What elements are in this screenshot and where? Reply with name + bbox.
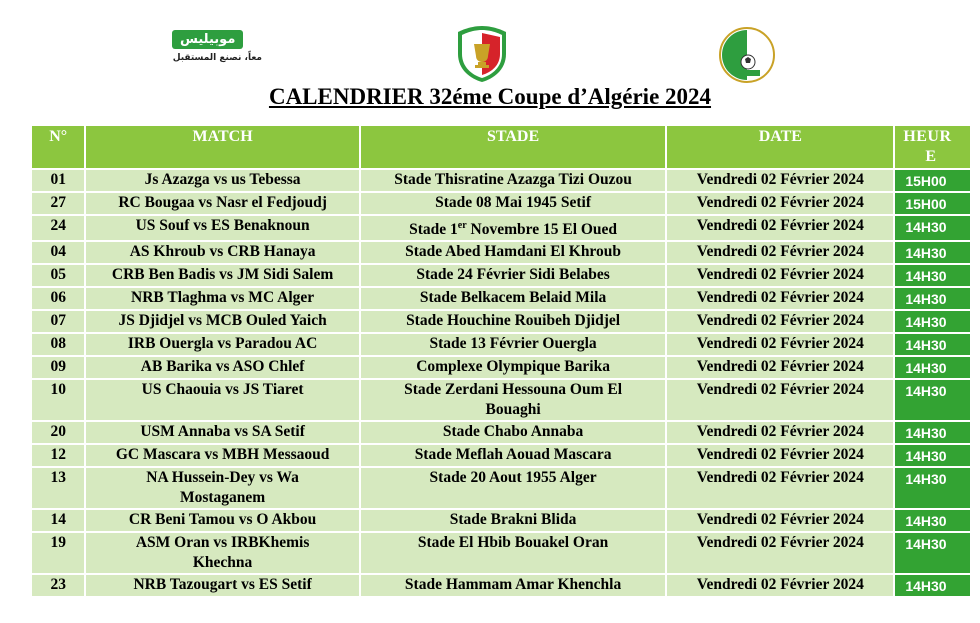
- mobilis-logo-slogan: معاً، نصنع المستقبل: [172, 53, 262, 63]
- row-date: Vendredi 02 Février 2024: [667, 422, 893, 443]
- table-row: [32, 533, 970, 573]
- row-heure: 14H30: [895, 445, 970, 466]
- row-date: Vendredi 02 Février 2024: [667, 334, 893, 355]
- row-date: Vendredi 02 Février 2024: [667, 311, 893, 332]
- table-row: [32, 242, 970, 263]
- row-date: Vendredi 02 Février 2024: [667, 265, 893, 286]
- row-heure: 14H30: [895, 265, 970, 286]
- row-stade-line1: Stade Zerdani Hessouna Oum El: [404, 381, 623, 399]
- table-row: [32, 575, 970, 596]
- row-num: 08: [32, 334, 84, 355]
- row-match: [86, 468, 358, 508]
- header-stade: STADE: [361, 126, 666, 168]
- row-heure: 14H30: [895, 334, 970, 355]
- page-title: CALENDRIER 32éme Coupe d’Algérie 2024: [268, 84, 712, 109]
- row-date: Vendredi 02 Février 2024: [667, 533, 893, 573]
- row-match: RC Bougaa vs Nasr el Fedjoudj: [86, 193, 358, 214]
- row-num: 13: [32, 468, 84, 508]
- mobilis-logo: [172, 30, 262, 63]
- row-stade: Stade Abed Hamdani El Khroub: [361, 242, 666, 263]
- row-num: 10: [32, 380, 84, 420]
- row-stade: Stade 24 Février Sidi Belabes: [361, 265, 666, 286]
- row-date: Vendredi 02 Février 2024: [667, 380, 893, 420]
- table-row: [32, 510, 970, 531]
- row-date: Vendredi 02 Février 2024: [667, 510, 893, 531]
- row-heure: 14H30: [895, 216, 970, 240]
- row-stade: Stade Houchine Rouibeh Djidjel: [361, 311, 666, 332]
- table-header-row: [32, 126, 970, 168]
- header-match: MATCH: [86, 126, 358, 168]
- row-match: US Souf vs ES Benaknoun: [86, 216, 358, 240]
- row-num: 27: [32, 193, 84, 214]
- mobilis-logo-name: موبيليس: [172, 30, 243, 49]
- row-stade: Stade Brakni Blida: [361, 510, 666, 531]
- row-num: 05: [32, 265, 84, 286]
- table-row: [32, 288, 970, 309]
- row-stade: Stade Hammam Amar Khenchla: [361, 575, 666, 596]
- table-row: [32, 334, 970, 355]
- row-match: US Chaouia vs JS Tiaret: [86, 380, 358, 420]
- row-stade-post: Novembre 15 El Oued: [466, 221, 618, 239]
- calendar-table: [30, 124, 972, 598]
- row-match-line1: NA Hussein-Dey vs Wa: [146, 469, 299, 487]
- row-match: IRB Ouergla vs Paradou AC: [86, 334, 358, 355]
- row-heure: 14H30: [895, 422, 970, 443]
- row-heure: 14H30: [895, 311, 970, 332]
- row-heure: 14H30: [895, 380, 970, 420]
- row-match: GC Mascara vs MBH Messaoud: [86, 445, 358, 466]
- row-match: CR Beni Tamou vs O Akbou: [86, 510, 358, 531]
- row-num: 24: [32, 216, 84, 240]
- row-match: NRB Tazougart vs ES Setif: [86, 575, 358, 596]
- row-heure: 14H30: [895, 468, 970, 508]
- row-stade: Stade Belkacem Belaid Mila: [361, 288, 666, 309]
- table-row: [32, 468, 970, 508]
- header-heure-line2: E: [925, 148, 937, 165]
- table-row: [32, 357, 970, 378]
- table-row: [32, 170, 970, 191]
- row-date: Vendredi 02 Février 2024: [667, 242, 893, 263]
- table-row: [32, 193, 970, 214]
- row-date: Vendredi 02 Février 2024: [667, 468, 893, 508]
- row-num: 07: [32, 311, 84, 332]
- row-stade-line2: Bouaghi: [485, 401, 541, 419]
- row-date: Vendredi 02 Février 2024: [667, 357, 893, 378]
- row-num: 19: [32, 533, 84, 573]
- row-date: Vendredi 02 Février 2024: [667, 288, 893, 309]
- row-stade: Stade 20 Aout 1955 Alger: [361, 468, 666, 508]
- row-num: 06: [32, 288, 84, 309]
- row-stade: [361, 216, 666, 240]
- row-num: 01: [32, 170, 84, 191]
- row-stade: Stade 13 Février Ouergla: [361, 334, 666, 355]
- table-row: [32, 422, 970, 443]
- row-stade: Stade El Hbib Bouakel Oran: [361, 533, 666, 573]
- row-num: 23: [32, 575, 84, 596]
- table-row: [32, 311, 970, 332]
- header-date: DATE: [667, 126, 893, 168]
- row-match-line2: Mostaganem: [179, 489, 266, 507]
- table-row: [32, 380, 970, 420]
- row-stade: Stade Chabo Annaba: [361, 422, 666, 443]
- row-date: Vendredi 02 Février 2024: [667, 575, 893, 596]
- row-stade: Stade 08 Mai 1945 Setif: [361, 193, 666, 214]
- row-match: JS Djidjel vs MCB Ouled Yaich: [86, 311, 358, 332]
- row-heure: 15H00: [895, 193, 970, 214]
- row-date: Vendredi 02 Février 2024: [667, 216, 893, 240]
- row-stade-pre: Stade 1: [409, 221, 458, 239]
- row-match: AS Khroub vs CRB Hanaya: [86, 242, 358, 263]
- row-match: [86, 533, 358, 573]
- header-heure-line1: HEUR: [903, 128, 952, 145]
- row-heure: 14H30: [895, 575, 970, 596]
- row-stade: Complexe Olympique Barika: [361, 357, 666, 378]
- row-match: Js Azazga vs us Tebessa: [86, 170, 358, 191]
- row-heure: 14H30: [895, 242, 970, 263]
- row-stade: [361, 380, 666, 420]
- row-heure: 14H30: [895, 533, 970, 573]
- row-match: USM Annaba vs SA Setif: [86, 422, 358, 443]
- table-row: [32, 216, 970, 240]
- row-num: 04: [32, 242, 84, 263]
- row-match: NRB Tlaghma vs MC Alger: [86, 288, 358, 309]
- row-num: 20: [32, 422, 84, 443]
- row-stade-sup: er: [457, 220, 467, 231]
- row-heure: 14H30: [895, 357, 970, 378]
- row-date: Vendredi 02 Février 2024: [667, 170, 893, 191]
- fa-algerie-logo-icon: [718, 26, 776, 84]
- row-match-line2: Khechna: [192, 554, 253, 572]
- row-stade: Stade Thisratine Azazga Tizi Ouzou: [361, 170, 666, 191]
- row-date: Vendredi 02 Février 2024: [667, 445, 893, 466]
- table-row: [32, 445, 970, 466]
- row-match-line1: ASM Oran vs IRBKhemis: [135, 534, 310, 552]
- row-match: CRB Ben Badis vs JM Sidi Salem: [86, 265, 358, 286]
- row-heure: 14H30: [895, 510, 970, 531]
- row-date: Vendredi 02 Février 2024: [667, 193, 893, 214]
- row-match: AB Barika vs ASO Chlef: [86, 357, 358, 378]
- row-num: 09: [32, 357, 84, 378]
- table-row: [32, 265, 970, 286]
- faf-crest-icon: [455, 24, 509, 84]
- header-num: N°: [32, 126, 84, 168]
- row-heure: 15H00: [895, 170, 970, 191]
- row-heure: 14H30: [895, 288, 970, 309]
- row-stade: Stade Meflah Aouad Mascara: [361, 445, 666, 466]
- header-heure: [895, 126, 970, 168]
- row-num: 12: [32, 445, 84, 466]
- row-num: 14: [32, 510, 84, 531]
